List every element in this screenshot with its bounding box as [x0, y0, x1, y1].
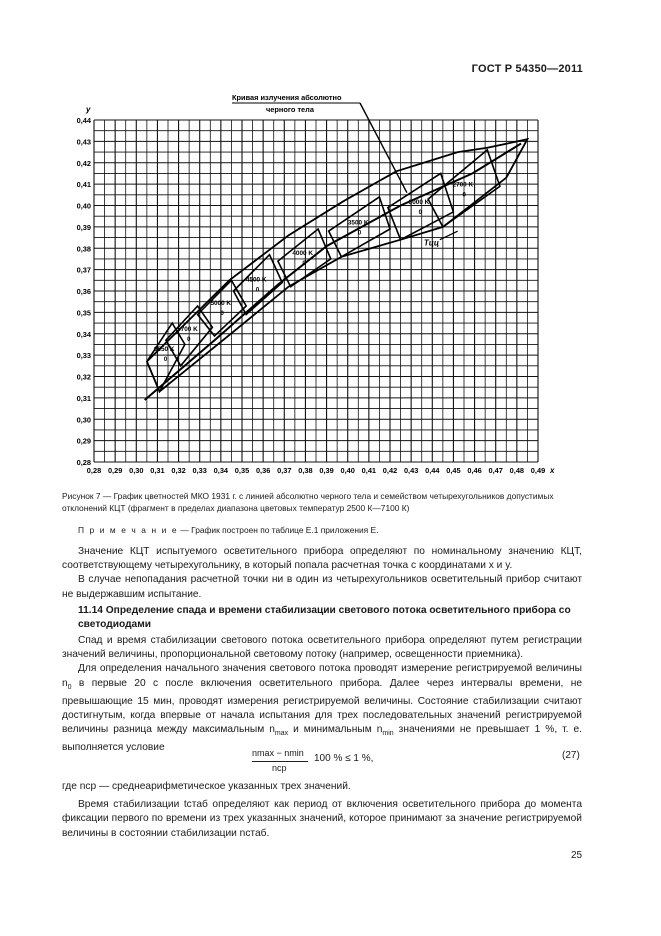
- x-tick-label: 0,39: [319, 466, 334, 475]
- quad-center-point: 0: [220, 311, 224, 318]
- y-tick-label: 0,42: [76, 158, 91, 168]
- page-number: 25: [571, 850, 583, 861]
- x-tick-label: 0,43: [403, 466, 419, 475]
- figure-caption: Рисунок 7 — График цветностей МКО 1931 г. с линией абсолютно черного тела и семейством четырехугольников допустимых отклонений КЦТ (фрагмент в пределах диапазона цветовых температур 2500 К—7100 К): [62, 491, 554, 513]
- quad-label: 3500 K: [347, 219, 369, 227]
- quad-label: 5000 K: [210, 300, 232, 308]
- y-tick-label: 0,28: [76, 458, 91, 467]
- quad-label: 6550 K: [153, 346, 175, 354]
- x-tick-label: 0,48: [509, 466, 525, 475]
- quad-center-point: 0: [163, 357, 168, 364]
- quad-label: 2700 K: [452, 181, 474, 189]
- x-tick-label: 0,34: [213, 466, 229, 475]
- x-tick-label: 0,45: [446, 466, 461, 475]
- quad-center-point: 0: [255, 287, 260, 294]
- y-tick-label: 0,31: [76, 393, 91, 403]
- body-paragraphs-3: [62, 780, 582, 841]
- chart-grid: [94, 120, 538, 462]
- x-tick-label: 0,32: [171, 466, 186, 475]
- y-tick-label: 0,39: [76, 222, 91, 232]
- paragraph-1: Значение КЦТ испытуемого осветительного прибора определяют по номинальному значению КЦТ, соответствующему четырехугольнику, в который попала расчетная точка с координатами x и y.: [62, 546, 582, 572]
- chart-marks: [145, 93, 528, 400]
- note-prefix: П р и м е ч а н и е: [78, 525, 179, 535]
- x-tick-label: 0,47: [488, 466, 503, 475]
- paragraph-3: Спад и время стабилизации светового потока осветительного прибора определяют путем регистрации значений величины, пропорциональной световому потоку (например, освещенности приемника).: [62, 635, 582, 661]
- note-text: — График построен по таблице Е.1 приложения Е.: [178, 525, 379, 535]
- y-tick-label: 0,41: [76, 180, 91, 190]
- planck-annotation-line2: черного тела: [266, 105, 314, 114]
- planck-annotation-line1: Кривая излучения абсолютно: [232, 93, 342, 102]
- tcc-label: Тцц: [423, 238, 440, 248]
- x-tick-label: 0,37: [277, 466, 292, 475]
- quad-label: 5700 K: [177, 325, 198, 333]
- y-tick-label: 0,37: [76, 265, 91, 275]
- formula-rest: 100 % ≤ 1 %,: [314, 753, 374, 764]
- y-tick-label: 0,29: [76, 436, 91, 446]
- x-tick-label: 0,28: [86, 466, 102, 475]
- quad-center-point: 0: [187, 336, 191, 343]
- paragraph-6: Время стабилизации tстаб определяют как период от включения осветительного прибора до момента фиксации первого по времени из трех указанных значений, которое принимают за значение регистрируемой величины в состоянии стабилизации nстаб.: [62, 799, 582, 839]
- quad-label: 3000 K: [408, 199, 430, 207]
- tolerance-quad: [234, 255, 283, 315]
- paragraph-2: В случае непопадания расчетной точки ни в один из четырехугольников осветительный прибор считают не выдержавшим испытание.: [62, 574, 582, 600]
- formula-fraction-bar: [252, 761, 308, 762]
- x-axis-label: x: [550, 466, 555, 475]
- paragraph-5: где nср — среднеарифметическое указанных трех значений.: [62, 781, 351, 792]
- x-tick-label: 0,40: [340, 466, 355, 475]
- y-axis-label: y: [86, 105, 91, 114]
- quad-label: 4500 K: [245, 276, 267, 284]
- body-paragraphs-2: [62, 634, 582, 756]
- x-tick-label: 0,46: [467, 466, 482, 475]
- x-tick-label: 0,33: [192, 466, 207, 475]
- x-tick-label: 0,41: [361, 466, 377, 475]
- x-tick-label: 0,49: [530, 466, 546, 475]
- chromaticity-chart: [60, 90, 560, 480]
- y-tick-label: 0,38: [76, 244, 91, 254]
- quad-center-point: 0: [418, 210, 423, 217]
- y-tick-label: 0,34: [76, 329, 91, 339]
- y-tick-label: 0,32: [76, 372, 91, 382]
- x-tick-label: 0,44: [425, 466, 440, 475]
- equation-number: (27): [562, 750, 580, 761]
- x-tick-label: 0,36: [255, 466, 271, 475]
- x-tick-label: 0,35: [234, 466, 250, 475]
- y-tick-label: 0,40: [76, 201, 91, 211]
- quad-center-point: 0: [462, 192, 466, 199]
- paragraph-4: Для определения начального значения светового потока проводят измерение регистрируемой величины $n_0$ в первые 20 с после включения осветительного прибора. Далее через интервалы времени, не превышающие 15 мин, проводят измерения регистрируемой величины. Состояние стабилизации считают достигнутым, когда впервые от начала испытания для трех последовательных значений регистрируемой величины разница между максимальным $n_{max}$ и минимальным $n_{min}$ значениями не превышает 1 %, т. е. выполняется условие: [62, 663, 583, 754]
- x-tick-label: 0,31: [150, 466, 165, 475]
- section-title: 11.14 Определение спада и времени стабилизации светового потока осветительного прибора со светодиодами: [78, 605, 571, 630]
- y-tick-label: 0,35: [76, 308, 91, 318]
- formula-numerator: nmax − nmin: [252, 748, 304, 758]
- quad-center-point: 0: [357, 230, 362, 237]
- x-tick-label: 0,30: [129, 466, 144, 475]
- y-tick-label: 0,44: [76, 116, 91, 125]
- x-tick-label: 0,38: [298, 466, 313, 475]
- quad-label: 4000 K: [292, 249, 313, 257]
- document-header: ГОСТ Р 54350—2011: [471, 63, 583, 75]
- figure-note: [78, 524, 578, 536]
- y-tick-label: 0,43: [76, 137, 91, 147]
- y-tick-label: 0,30: [76, 415, 91, 425]
- y-tick-label: 0,36: [76, 287, 91, 296]
- x-tick-label: 0,29: [107, 466, 123, 475]
- formula-denominator: nср: [272, 763, 287, 773]
- y-tick-label: 0,33: [76, 351, 91, 361]
- x-tick-label: 0,42: [382, 466, 398, 475]
- quad-center-point: 0: [302, 260, 306, 267]
- body-paragraphs-1: [62, 545, 582, 602]
